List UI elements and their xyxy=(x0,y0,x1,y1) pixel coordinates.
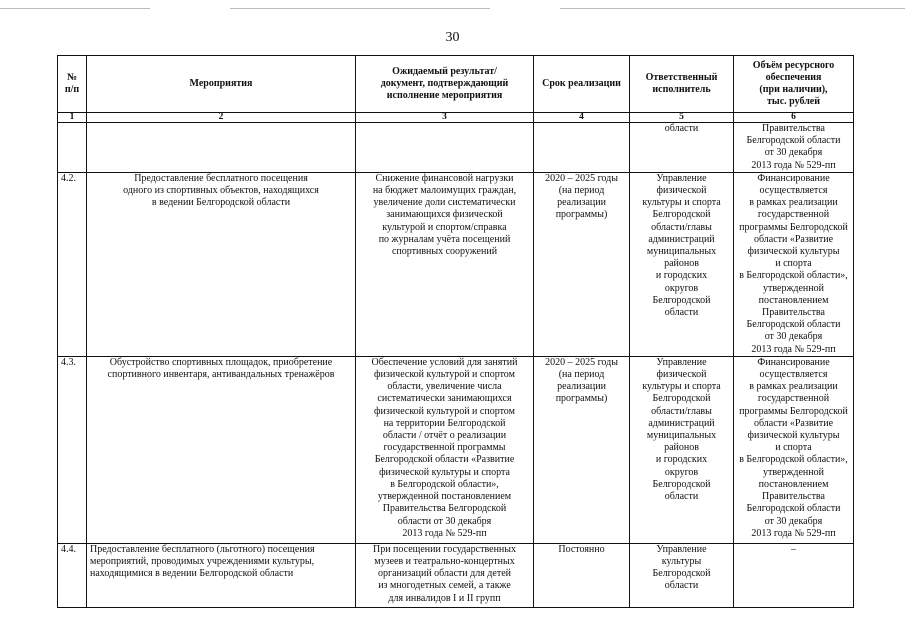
row-activity: Предоставление бесплатного (льготного) посещения мероприятий, проводимых учреждениями культуры, находящимися в ведении Белгородской области xyxy=(87,543,356,607)
header-num: № п/п xyxy=(58,56,87,113)
header-period: Срок реализации xyxy=(534,56,630,113)
row-period: 2020 – 2025 годы (на период реализации программы) xyxy=(534,356,630,543)
column-number: 6 xyxy=(734,113,854,123)
row-result: При посещении государственных музеев и театрально-концертных организаций области для детей из многодетных семей, а также для инвалидов I и II групп xyxy=(356,543,534,607)
row-resources: – xyxy=(734,543,854,607)
page-number: 30 xyxy=(445,30,460,45)
row-activity: Предоставление бесплатного посещения одного из спортивных объектов, находящихся в ведении Белгородской области xyxy=(87,172,356,356)
column-number: 2 xyxy=(87,113,356,123)
header-responsible: Ответственный исполнитель xyxy=(630,56,734,113)
column-number: 1 xyxy=(58,113,87,123)
row-num: 4.3. xyxy=(58,356,87,543)
row-resources: Финансирование осуществляется в рамках реализации государственной программы Белгородской области «Развитие физической культуры и спорта в Белгородской области», утвержденной постановлением Правительства Белгородской области от 30 декабря 2013 года № 529-пп xyxy=(734,356,854,543)
row-responsible: Управление физической культуры и спорта Белгородской области/главы администраций муниципальных районов и городских округов Белгородской области xyxy=(630,356,734,543)
row-result: Снижение финансовой нагрузки на бюджет малоимущих граждан, увеличение доли систематически занимающихся физической культурой и спортом/справка по журналам учёта посещений спортивных сооружений xyxy=(356,172,534,356)
row-num: 4.2. xyxy=(58,172,87,356)
header-activity: Мероприятия xyxy=(87,56,356,113)
row-period xyxy=(534,123,630,173)
column-number: 5 xyxy=(630,113,734,123)
row-activity: Обустройство спортивных площадок, приобретение спортивного инвентаря, антивандальных тренажёров xyxy=(87,356,356,543)
row-period: Постоянно xyxy=(534,543,630,607)
top-edge-line-right xyxy=(560,8,905,9)
row-responsible: Управление физической культуры и спорта Белгородской области/главы администраций муниципальных районов и городских округов Белгородской области xyxy=(630,172,734,356)
row-resources: Финансирование осуществляется в рамках реализации государственной программы Белгородской области «Развитие физической культуры и спорта в Белгородской области», утвержденной постановлением Правительства Белгородской области от 30 декабря 2013 года № 529-пп xyxy=(734,172,854,356)
header-result: Ожидаемый результат/ документ, подтверждающий исполнение мероприятия xyxy=(356,56,534,113)
row-num: 4.4. xyxy=(58,543,87,607)
row-responsible: Управление культуры Белгородской области xyxy=(630,543,734,607)
table-row xyxy=(58,172,854,356)
top-edge-line-left xyxy=(0,8,150,9)
row-num xyxy=(58,123,87,173)
column-numbers-row xyxy=(58,113,854,123)
table-header-row xyxy=(58,56,854,113)
table-row xyxy=(58,123,854,173)
table-row xyxy=(58,356,854,543)
table-row xyxy=(58,543,854,607)
column-number: 3 xyxy=(356,113,534,123)
row-activity xyxy=(87,123,356,173)
column-number: 4 xyxy=(534,113,630,123)
activities-table xyxy=(57,55,854,608)
row-resources: Правительства Белгородской области от 30 декабря 2013 года № 529-пп xyxy=(734,123,854,173)
row-period: 2020 – 2025 годы (на период реализации программы) xyxy=(534,172,630,356)
top-edge-line-middle xyxy=(230,8,490,9)
row-result xyxy=(356,123,534,173)
row-result: Обеспечение условий для занятий физической культурой и спортом области, увеличение числа систематически занимающихся физической культурой и спортом на территории Белгородской области / отчёт о реализации государственной программы Белгородской области «Развитие физической культуры и спорта в Белгородской области», утвержденной постановлением Правительства Белгородской области от 30 декабря 2013 года № 529-пп xyxy=(356,356,534,543)
row-responsible: области xyxy=(630,123,734,173)
header-resources: Объём ресурсного обеспечения (при наличии), тыс. рублей xyxy=(734,56,854,113)
